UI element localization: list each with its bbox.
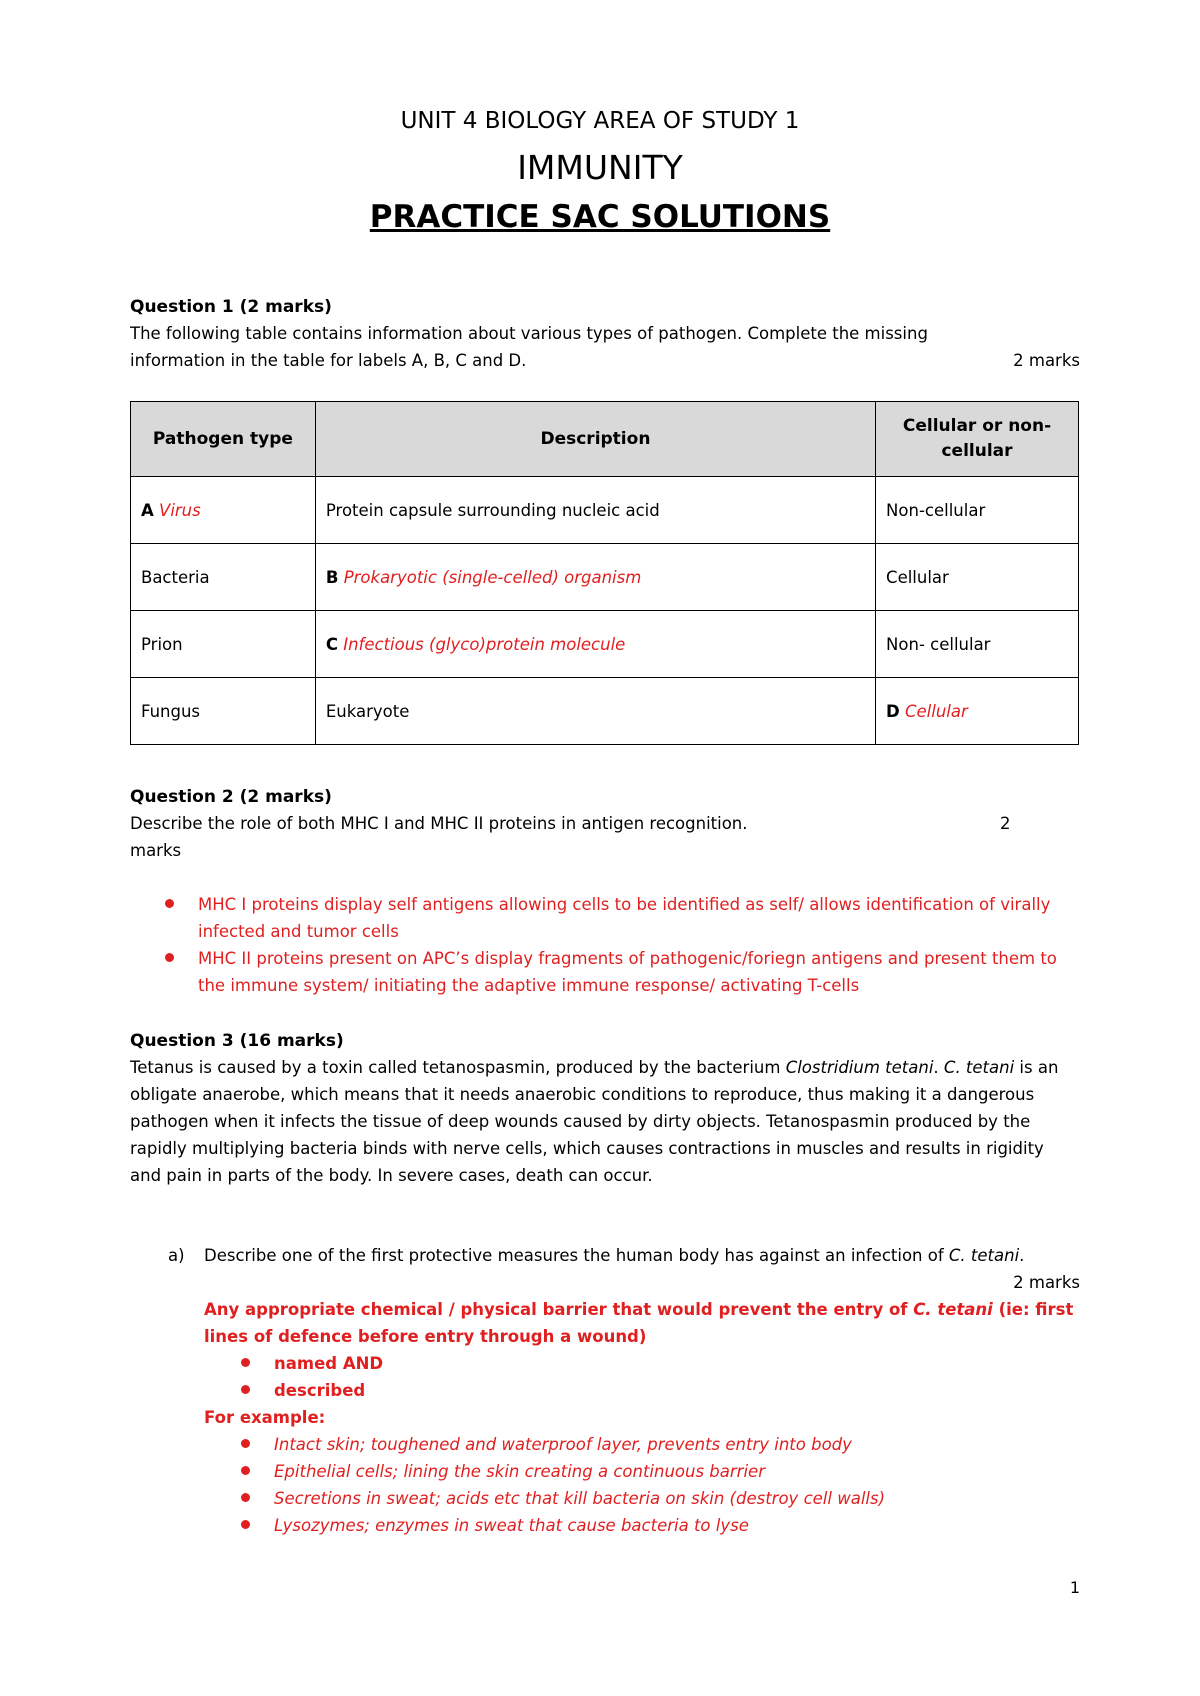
answer-label: A [141,500,154,520]
answer-text: Cellular [905,701,968,721]
question-3-intro [130,1054,1070,1189]
question-1-text-line-2-row [130,347,1080,374]
question-2-title: Question 2 (2 marks) [130,787,332,807]
example-text: Lysozymes; enzymes in sweat that cause bacteria to lyse [274,1516,749,1535]
bullet-icon [165,953,174,962]
page-number: 1 [1069,1578,1080,1597]
question-1-text-line-1: The following table contains information about various types of pathogen. Complete the missing [130,324,928,343]
topic-heading: IMMUNITY [517,148,683,187]
bullet-icon [165,899,174,908]
pathogen-table [130,401,1079,745]
table-cell: Fungus [131,678,316,745]
answer-label: C [325,634,338,654]
unit-heading: UNIT 4 BIOLOGY AREA OF STUDY 1 [400,108,800,134]
table-header-text: Cellular or non-cellular [902,416,1052,461]
table-cell: Cellular [876,544,1079,611]
answer-text: Infectious (glyco)protein molecule [343,634,626,654]
table-header: Description [315,402,875,477]
part-a-question-text [204,1242,1064,1269]
species-name: C. tetani [913,1300,993,1319]
question-3-title: Question 3 (16 marks) [130,1031,344,1051]
species-name: C. tetani [943,1058,1015,1077]
table-row [131,544,1079,611]
part-a-answer [204,1296,1080,1350]
answer-text: Virus [159,500,201,520]
example-text: Intact skin; toughened and waterproof layer, prevents entry into body [274,1435,852,1454]
document-title: PRACTICE SAC SOLUTIONS [369,199,831,235]
table-cell [131,477,316,544]
criteria-text: described [274,1381,366,1400]
bullet-icon [241,1439,250,1448]
question-1-title: Question 1 (2 marks) [130,297,332,317]
part-a-question [204,1242,1080,1292]
answer-text: (ie: first lines of defence before entry through a wound) [204,1300,1074,1346]
table-cell: Bacteria [131,544,316,611]
criteria-text: named AND [274,1354,384,1373]
table-cell: Non- cellular [876,611,1079,678]
answer-bullet [165,945,1085,999]
criteria-bullet [241,1350,1041,1377]
answer-text: MHC I proteins display self antigens allowing cells to be identified as self/ allows identification of virally infected and tumor cells [198,895,1051,941]
part-a-marks: 2 marks [1013,1273,1080,1292]
example-bullet [241,1512,1061,1539]
table-cell [315,544,875,611]
bullet-icon [241,1385,250,1394]
example-bullet [241,1485,1061,1512]
answer-text: MHC II proteins present on APC’s display fragments of pathogenic/foriegn antigens and present them to the immune system/ initiating the adaptive immune response/ activating T-cells [198,949,1057,995]
part-a-label: a) [168,1246,185,1265]
question-1-marks: 2 marks [1013,351,1080,370]
question-2-text-row [130,810,1080,837]
question-2-prompt: Describe the role of both MHC I and MHC II proteins in antigen recognition. [130,814,748,833]
table-cell [315,611,875,678]
example-list [241,1431,1061,1539]
bullet-icon [241,1493,250,1502]
species-name: C. tetani [948,1246,1020,1265]
example-text: Epithelial cells; lining the skin creating a continuous barrier [274,1462,765,1481]
bullet-icon [241,1358,250,1367]
intro-text: . [933,1058,944,1077]
answer-label: B [325,567,339,587]
species-name: Clostridium tetani [785,1058,934,1077]
part-a-criteria [241,1350,1041,1404]
table-cell: Non-cellular [876,477,1079,544]
example-text: Secretions in sweat; acids etc that kill bacteria on skin (destroy cell walls) [274,1489,886,1508]
criteria-bullet [241,1377,1041,1404]
question-2-marks-word: marks [130,841,182,860]
table-row [131,611,1079,678]
answer-text: Prokaryotic (single-celled) organism [343,567,642,587]
table-cell: Eukaryote [315,678,875,745]
table-header-row [131,402,1079,477]
question-2-marks-number: 2 [1000,814,1011,833]
question-1-text-line-2: information in the table for labels A, B, C and D. [130,351,527,370]
bullet-icon [241,1466,250,1475]
example-heading: For example: [204,1408,326,1427]
answer-label: D [886,701,900,721]
table-cell: Protein capsule surrounding nucleic acid [315,477,875,544]
table-row [131,678,1079,745]
example-bullet [241,1431,1061,1458]
table-header [876,402,1079,477]
table-row [131,477,1079,544]
table-cell [876,678,1079,745]
bullet-icon [241,1520,250,1529]
example-bullet [241,1458,1061,1485]
question-text: . [1019,1246,1025,1265]
question-1-text [130,320,1080,374]
answer-bullet [165,891,1085,945]
answer-text: Any appropriate chemical / physical barrier that would prevent the entry of [204,1300,914,1319]
question-2-text [130,810,1080,864]
table-header: Pathogen type [131,402,316,477]
table-cell: Prion [131,611,316,678]
intro-text: is an obligate anaerobe, which means that it needs anaerobic conditions to reproduce, thus making it a dangerous pathogen when it infects the tissue of deep wounds caused by dirty objects. Tetanospasmin produced by the rapidly multiplying bacteria binds with nerve cells, which causes contractions in muscles and results in rigidity and pain in parts of the body. In severe cases, death can occur. [130,1058,1059,1185]
intro-text: Tetanus is caused by a toxin called tetanospasmin, produced by the bacterium [130,1058,786,1077]
question-2-answers [165,891,1085,999]
question-text: Describe one of the first protective measures the human body has against an infection of [204,1246,949,1265]
